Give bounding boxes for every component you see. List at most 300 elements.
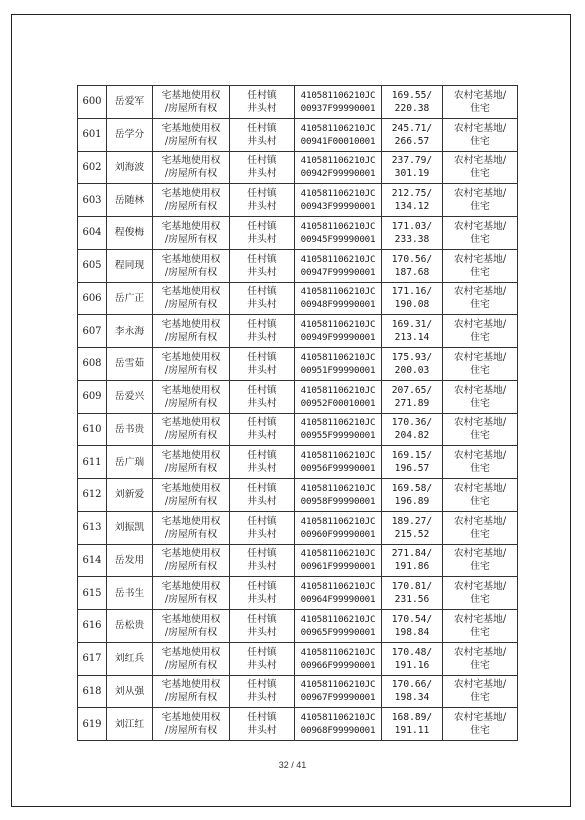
land-use-line-1: 农村宅基地/	[453, 712, 507, 724]
owner-name: 刘从强	[114, 685, 145, 697]
owner-name-cell	[107, 511, 153, 544]
record-number: 605	[82, 260, 102, 272]
land-use-cell	[443, 577, 518, 610]
land-use-line-2: 住宅	[470, 364, 490, 376]
area-values-line-2: 198.84	[394, 626, 430, 638]
right-type-cell	[153, 577, 230, 610]
area-values-line-1: 169.15/	[391, 450, 433, 462]
right-type-line-2: /房屋所有权	[164, 626, 218, 638]
land-use-cell	[443, 446, 518, 479]
right-type-line-1: 宅基地使用权	[161, 548, 221, 560]
location-line-1: 任村镇	[247, 613, 277, 625]
owner-name-cell	[107, 446, 153, 479]
land-use-line-2: 住宅	[470, 135, 490, 147]
land-use-cell	[443, 151, 518, 184]
right-type-line-2: /房屋所有权	[164, 594, 218, 606]
unit-code-line-2: 00945F99990001	[300, 233, 376, 245]
land-use-cell	[443, 413, 518, 446]
area-values-cell	[382, 577, 443, 610]
area-values-line-2: 191.86	[394, 561, 430, 573]
location-cell	[230, 184, 295, 217]
owner-name-cell	[107, 708, 153, 741]
unit-code-cell	[295, 708, 382, 741]
location-cell	[230, 151, 295, 184]
location-line-2: 井头村	[247, 594, 277, 606]
location-line-2: 井头村	[247, 528, 277, 540]
right-type-line-2: /房屋所有权	[164, 495, 218, 507]
table-row	[78, 479, 518, 512]
owner-name: 程同现	[114, 260, 145, 272]
unit-code-line-2: 00961F99990001	[300, 561, 376, 573]
table-row	[78, 315, 518, 348]
land-use-line-1: 农村宅基地/	[453, 89, 507, 101]
area-values-cell	[382, 315, 443, 348]
land-use-line-2: 住宅	[470, 430, 490, 442]
location-cell	[230, 708, 295, 741]
unit-code-line-2: 00968F99990001	[300, 725, 376, 737]
unit-code-line-2: 00958F99990001	[300, 495, 376, 507]
location-line-1: 任村镇	[247, 581, 277, 593]
land-use-cell	[443, 544, 518, 577]
area-values-cell	[382, 511, 443, 544]
land-use-line-2: 住宅	[470, 463, 490, 475]
owner-name-cell	[107, 380, 153, 413]
right-type-cell	[153, 118, 230, 151]
unit-code-line-1: 410581106210JC	[300, 89, 376, 101]
area-values-line-1: 169.31/	[391, 319, 433, 331]
record-number: 601	[82, 129, 102, 141]
table-row	[78, 511, 518, 544]
right-type-line-2: /房屋所有权	[164, 528, 218, 540]
record-number: 604	[82, 227, 102, 239]
land-use-line-1: 农村宅基地/	[453, 384, 507, 396]
area-values-cell	[382, 642, 443, 675]
location-cell	[230, 249, 295, 282]
table-row	[78, 151, 518, 184]
right-type-line-2: /房屋所有权	[164, 168, 218, 180]
record-number: 619	[82, 718, 102, 730]
location-line-2: 井头村	[247, 430, 277, 442]
unit-code-line-2: 00951F99990001	[300, 364, 376, 376]
location-line-1: 任村镇	[247, 417, 277, 429]
location-cell	[230, 282, 295, 315]
owner-name: 刘海波	[114, 161, 145, 173]
record-number-cell	[78, 217, 107, 250]
land-use-cell	[443, 282, 518, 315]
area-values-line-1: 189.27/	[391, 515, 433, 527]
unit-code-cell	[295, 348, 382, 381]
right-type-cell	[153, 446, 230, 479]
right-type-cell	[153, 642, 230, 675]
unit-code-line-1: 410581106210JC	[300, 712, 376, 724]
area-values-line-2: 198.34	[394, 692, 430, 704]
right-type-line-2: /房屋所有权	[164, 725, 218, 737]
land-use-line-2: 住宅	[470, 168, 490, 180]
area-values-line-2: 196.89	[394, 495, 430, 507]
area-values-line-2: 191.11	[394, 725, 430, 737]
table-row	[78, 282, 518, 315]
land-use-cell	[443, 249, 518, 282]
unit-code-line-2: 00943F99990001	[300, 201, 376, 213]
unit-code-line-2: 00967F99990001	[300, 692, 376, 704]
land-use-line-2: 住宅	[470, 725, 490, 737]
land-use-line-2: 住宅	[470, 594, 490, 606]
table-row	[78, 544, 518, 577]
record-number-cell	[78, 282, 107, 315]
land-use-line-1: 农村宅基地/	[453, 613, 507, 625]
record-number-cell	[78, 86, 107, 119]
location-line-2: 井头村	[247, 725, 277, 737]
right-type-cell	[153, 151, 230, 184]
record-number: 617	[82, 653, 102, 665]
area-values-line-1: 170.36/	[391, 417, 433, 429]
land-use-line-1: 农村宅基地/	[453, 515, 507, 527]
area-values-line-1: 168.89/	[391, 712, 433, 724]
unit-code-line-2: 00948F99990001	[300, 299, 376, 311]
right-type-line-2: /房屋所有权	[164, 397, 218, 409]
location-line-2: 井头村	[247, 495, 277, 507]
table-row	[78, 610, 518, 643]
area-values-cell	[382, 675, 443, 708]
land-use-line-2: 住宅	[470, 299, 490, 311]
record-number-cell	[78, 479, 107, 512]
location-line-1: 任村镇	[247, 220, 277, 232]
land-use-line-2: 住宅	[470, 692, 490, 704]
unit-code-line-2: 00947F99990001	[300, 266, 376, 278]
land-use-line-1: 农村宅基地/	[453, 581, 507, 593]
unit-code-line-2: 00952F00010001	[300, 397, 376, 409]
record-number: 615	[82, 587, 102, 599]
right-type-cell	[153, 282, 230, 315]
location-line-1: 任村镇	[247, 384, 277, 396]
area-values-cell	[382, 86, 443, 119]
location-line-2: 井头村	[247, 299, 277, 311]
right-type-line-1: 宅基地使用权	[161, 613, 221, 625]
area-values-cell	[382, 217, 443, 250]
owner-name-cell	[107, 249, 153, 282]
location-line-2: 井头村	[247, 463, 277, 475]
table-row	[78, 380, 518, 413]
right-type-line-2: /房屋所有权	[164, 561, 218, 573]
table-row	[78, 118, 518, 151]
right-type-cell	[153, 413, 230, 446]
unit-code-cell	[295, 675, 382, 708]
owner-name-cell	[107, 151, 153, 184]
owner-name-cell	[107, 544, 153, 577]
unit-code-line-1: 410581106210JC	[300, 450, 376, 462]
owner-name: 刘江红	[114, 718, 145, 730]
unit-code-cell	[295, 544, 382, 577]
record-number-cell	[78, 675, 107, 708]
area-values-line-1: 169.58/	[391, 482, 433, 494]
location-cell	[230, 348, 295, 381]
area-values-line-2: 266.57	[394, 135, 430, 147]
property-rights-table	[77, 85, 518, 741]
area-values-line-1: 170.54/	[391, 613, 433, 625]
record-number-cell	[78, 642, 107, 675]
page-number: 32 / 41	[278, 760, 307, 770]
area-values-cell	[382, 282, 443, 315]
right-type-cell	[153, 544, 230, 577]
area-values-line-2: 134.12	[394, 201, 430, 213]
table-row	[78, 184, 518, 217]
right-type-cell	[153, 184, 230, 217]
land-use-line-1: 农村宅基地/	[453, 319, 507, 331]
owner-name-cell	[107, 675, 153, 708]
area-values-cell	[382, 151, 443, 184]
unit-code-cell	[295, 184, 382, 217]
area-values-cell	[382, 348, 443, 381]
area-values-line-1: 271.84/	[391, 548, 433, 560]
unit-code-line-2: 00965F99990001	[300, 626, 376, 638]
unit-code-line-1: 410581106210JC	[300, 613, 376, 625]
owner-name: 岳学分	[114, 129, 145, 141]
area-values-line-2: 215.52	[394, 528, 430, 540]
location-cell	[230, 479, 295, 512]
unit-code-cell	[295, 577, 382, 610]
owner-name: 岳随林	[114, 194, 145, 206]
land-use-line-1: 农村宅基地/	[453, 450, 507, 462]
land-use-cell	[443, 315, 518, 348]
record-number: 610	[82, 423, 102, 435]
right-type-line-1: 宅基地使用权	[161, 712, 221, 724]
unit-code-cell	[295, 511, 382, 544]
unit-code-line-2: 00955F99990001	[300, 430, 376, 442]
unit-code-cell	[295, 249, 382, 282]
owner-name-cell	[107, 642, 153, 675]
owner-name-cell	[107, 118, 153, 151]
owner-name: 岳爱兴	[114, 391, 145, 403]
location-cell	[230, 315, 295, 348]
land-use-cell	[443, 118, 518, 151]
location-cell	[230, 577, 295, 610]
right-type-cell	[153, 249, 230, 282]
unit-code-line-1: 410581106210JC	[300, 253, 376, 265]
location-line-1: 任村镇	[247, 482, 277, 494]
location-line-1: 任村镇	[247, 155, 277, 167]
unit-code-cell	[295, 151, 382, 184]
area-values-cell	[382, 544, 443, 577]
right-type-line-2: /房屋所有权	[164, 201, 218, 213]
right-type-line-2: /房屋所有权	[164, 233, 218, 245]
area-values-cell	[382, 610, 443, 643]
area-values-line-2: 301.19	[394, 168, 430, 180]
area-values-line-1: 237.79/	[391, 155, 433, 167]
right-type-line-1: 宅基地使用权	[161, 351, 221, 363]
record-number: 611	[82, 456, 102, 468]
record-number-cell	[78, 249, 107, 282]
location-line-2: 井头村	[247, 201, 277, 213]
right-type-line-2: /房屋所有权	[164, 692, 218, 704]
record-number-cell	[78, 151, 107, 184]
right-type-line-2: /房屋所有权	[164, 135, 218, 147]
right-type-line-2: /房屋所有权	[164, 102, 218, 114]
unit-code-line-1: 410581106210JC	[300, 122, 376, 134]
land-use-line-1: 农村宅基地/	[453, 286, 507, 298]
area-values-cell	[382, 479, 443, 512]
table-row	[78, 642, 518, 675]
land-use-cell	[443, 380, 518, 413]
table-row	[78, 446, 518, 479]
area-values-cell	[382, 413, 443, 446]
area-values-line-2: 204.82	[394, 430, 430, 442]
owner-name: 岳广瑞	[114, 456, 145, 468]
unit-code-cell	[295, 380, 382, 413]
owner-name: 岳松贵	[114, 620, 145, 632]
area-values-cell	[382, 708, 443, 741]
location-line-1: 任村镇	[247, 319, 277, 331]
land-use-cell	[443, 642, 518, 675]
land-use-cell	[443, 479, 518, 512]
location-cell	[230, 511, 295, 544]
record-number-cell	[78, 446, 107, 479]
owner-name-cell	[107, 413, 153, 446]
record-number: 606	[82, 292, 102, 304]
owner-name: 李永海	[114, 325, 145, 337]
unit-code-cell	[295, 118, 382, 151]
area-values-cell	[382, 446, 443, 479]
area-values-line-2: 271.89	[394, 397, 430, 409]
record-number: 607	[82, 325, 102, 337]
location-line-1: 任村镇	[247, 679, 277, 691]
right-type-cell	[153, 610, 230, 643]
land-use-line-2: 住宅	[470, 626, 490, 638]
land-use-line-2: 住宅	[470, 233, 490, 245]
area-values-line-1: 245.71/	[391, 122, 433, 134]
location-line-1: 任村镇	[247, 253, 277, 265]
owner-name-cell	[107, 315, 153, 348]
owner-name-cell	[107, 282, 153, 315]
right-type-line-1: 宅基地使用权	[161, 122, 221, 134]
right-type-line-2: /房屋所有权	[164, 332, 218, 344]
right-type-line-1: 宅基地使用权	[161, 679, 221, 691]
right-type-cell	[153, 315, 230, 348]
land-use-line-1: 农村宅基地/	[453, 188, 507, 200]
land-use-line-2: 住宅	[470, 397, 490, 409]
land-use-line-2: 住宅	[470, 495, 490, 507]
location-cell	[230, 413, 295, 446]
area-values-line-1: 207.65/	[391, 384, 433, 396]
land-use-line-2: 住宅	[470, 102, 490, 114]
land-use-line-1: 农村宅基地/	[453, 482, 507, 494]
owner-name-cell	[107, 86, 153, 119]
area-values-line-1: 170.81/	[391, 581, 433, 593]
unit-code-cell	[295, 413, 382, 446]
land-use-cell	[443, 675, 518, 708]
record-number: 618	[82, 685, 102, 697]
land-use-line-1: 农村宅基地/	[453, 253, 507, 265]
location-cell	[230, 446, 295, 479]
unit-code-line-1: 410581106210JC	[300, 155, 376, 167]
right-type-line-1: 宅基地使用权	[161, 253, 221, 265]
record-number: 612	[82, 489, 102, 501]
record-number: 614	[82, 554, 102, 566]
land-use-cell	[443, 86, 518, 119]
right-type-cell	[153, 511, 230, 544]
unit-code-line-1: 410581106210JC	[300, 286, 376, 298]
area-values-line-1: 171.16/	[391, 286, 433, 298]
unit-code-line-2: 00956F99990001	[300, 463, 376, 475]
area-values-line-2: 196.57	[394, 463, 430, 475]
table-row	[78, 708, 518, 741]
table-row	[78, 675, 518, 708]
area-values-cell	[382, 184, 443, 217]
right-type-line-1: 宅基地使用权	[161, 286, 221, 298]
unit-code-line-1: 410581106210JC	[300, 417, 376, 429]
location-line-2: 井头村	[247, 626, 277, 638]
unit-code-line-2: 00949F99990001	[300, 332, 376, 344]
unit-code-cell	[295, 217, 382, 250]
owner-name: 岳爱军	[114, 96, 145, 108]
right-type-line-1: 宅基地使用权	[161, 417, 221, 429]
table-row	[78, 86, 518, 119]
location-cell	[230, 86, 295, 119]
area-values-cell	[382, 380, 443, 413]
land-use-line-1: 农村宅基地/	[453, 122, 507, 134]
unit-code-line-2: 00942F99990001	[300, 168, 376, 180]
record-number: 602	[82, 161, 102, 173]
location-line-1: 任村镇	[247, 548, 277, 560]
location-line-2: 井头村	[247, 397, 277, 409]
record-number: 603	[82, 194, 102, 206]
record-number-cell	[78, 348, 107, 381]
location-cell	[230, 544, 295, 577]
location-line-1: 任村镇	[247, 89, 277, 101]
record-number: 600	[82, 96, 102, 108]
owner-name: 刘红兵	[114, 653, 145, 665]
location-cell	[230, 675, 295, 708]
right-type-line-2: /房屋所有权	[164, 463, 218, 475]
unit-code-cell	[295, 610, 382, 643]
right-type-line-1: 宅基地使用权	[161, 450, 221, 462]
location-line-2: 井头村	[247, 332, 277, 344]
right-type-line-1: 宅基地使用权	[161, 384, 221, 396]
table-row	[78, 348, 518, 381]
right-type-line-1: 宅基地使用权	[161, 646, 221, 658]
unit-code-line-1: 410581106210JC	[300, 384, 376, 396]
right-type-cell	[153, 348, 230, 381]
area-values-line-2: 213.14	[394, 332, 430, 344]
unit-code-line-2: 00966F99990001	[300, 659, 376, 671]
unit-code-cell	[295, 315, 382, 348]
unit-code-cell	[295, 282, 382, 315]
location-cell	[230, 642, 295, 675]
unit-code-line-1: 410581106210JC	[300, 482, 376, 494]
area-values-cell	[382, 118, 443, 151]
land-use-line-1: 农村宅基地/	[453, 548, 507, 560]
land-use-line-2: 住宅	[470, 201, 490, 213]
owner-name-cell	[107, 479, 153, 512]
owner-name: 岳书贵	[114, 423, 145, 435]
unit-code-line-2: 00937F99990001	[300, 102, 376, 114]
land-use-cell	[443, 348, 518, 381]
unit-code-line-1: 410581106210JC	[300, 351, 376, 363]
location-line-1: 任村镇	[247, 646, 277, 658]
land-use-cell	[443, 610, 518, 643]
location-line-1: 任村镇	[247, 712, 277, 724]
right-type-line-1: 宅基地使用权	[161, 188, 221, 200]
right-type-line-2: /房屋所有权	[164, 299, 218, 311]
unit-code-cell	[295, 479, 382, 512]
owner-name: 程俊梅	[114, 227, 145, 239]
land-use-line-1: 农村宅基地/	[453, 417, 507, 429]
right-type-cell	[153, 479, 230, 512]
area-values-line-1: 212.75/	[391, 188, 433, 200]
right-type-line-1: 宅基地使用权	[161, 220, 221, 232]
right-type-line-1: 宅基地使用权	[161, 89, 221, 101]
land-use-line-2: 住宅	[470, 266, 490, 278]
unit-code-line-1: 410581106210JC	[300, 679, 376, 691]
